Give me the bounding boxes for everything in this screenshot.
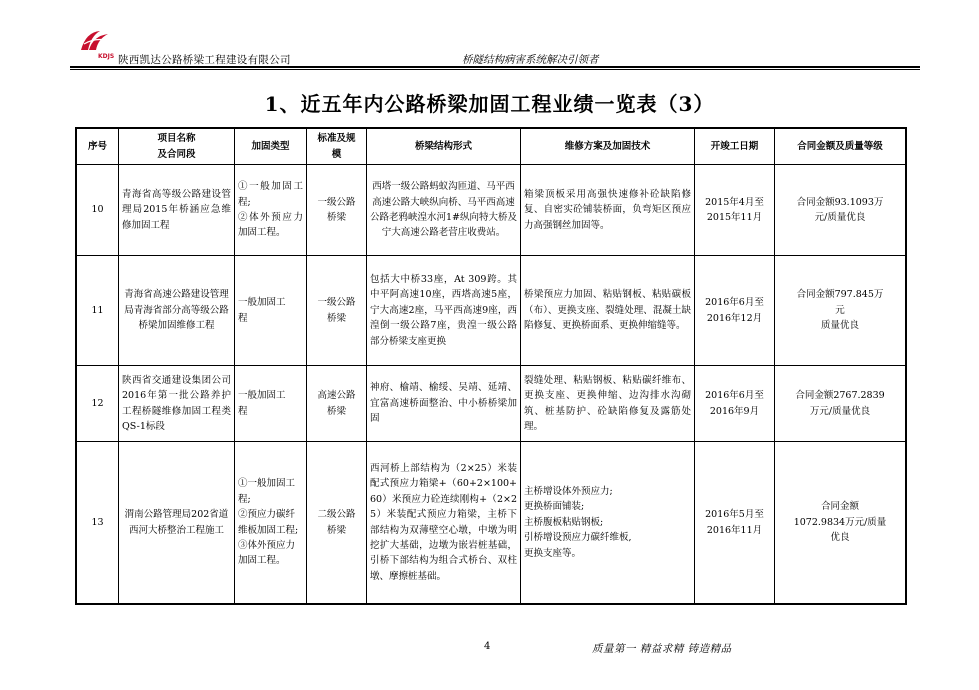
row-structure-form: 神府、榆靖、榆绥、吴靖、延靖、宜富高速桥面整治、中小桥桥梁加固	[367, 366, 521, 442]
row-structure-form: 西塔一级公路蚂蚁沟匝道、马平西高速公路大峡纵向桥、马平西高速公路老鸦峡湟水河1#纵向特大桥及宁大高速公路老营庄收费站。	[367, 165, 521, 256]
row-type-line: ③体外预应力加固工程。	[238, 539, 296, 567]
row-date-line: 2016年9月	[709, 405, 760, 417]
row-no: 11	[77, 256, 119, 366]
row-type-line: ①一般加固工程;	[238, 478, 296, 505]
row-type-line: 程	[238, 312, 248, 324]
row-type-line: 程	[238, 405, 248, 417]
row-amount-line: 元	[835, 304, 845, 316]
table-header-row	[77, 129, 906, 165]
row-standard	[307, 442, 367, 604]
header-technique: 维修方案及加固技术	[521, 129, 695, 165]
row-amount-line: 合同金额	[820, 501, 859, 513]
header-date: 开竣工日期	[695, 129, 775, 165]
page-header	[70, 20, 920, 70]
row-no: 10	[77, 165, 119, 256]
row-amount-line: 合同金额93.1093万	[796, 196, 884, 208]
header-project	[119, 129, 235, 165]
row-technique: 桥梁预应力加固、粘贴钢板、粘贴碳板（布）、更换支座、裂缝处理、混凝土缺陷修复、更换桥面系、更换伸缩缝等。	[521, 256, 695, 366]
row-technique-line: 主桥增设体外预应力;	[524, 486, 613, 498]
row-type-line: 一般加固工	[238, 297, 286, 309]
row-date-line: 2016年5月至	[705, 509, 764, 521]
row-standard	[307, 256, 367, 366]
row-amount-line: 1072.9834万元/质量	[793, 516, 887, 528]
row-standard-line: 桥梁	[326, 312, 346, 324]
performance-table	[76, 128, 906, 604]
row-structure-form: 包括大中桥33座，At 309跨。其中平阿高速10座，西塔高速5座，宁大高速2座，马平西高速9座，西湟倒一级公路7座，贵湟一级公路部分桥梁支座更换	[367, 256, 521, 366]
row-date	[695, 366, 775, 442]
row-technique	[521, 442, 695, 604]
row-date-line: 2016年11月	[706, 524, 763, 536]
row-standard-line: 一级公路	[317, 196, 356, 208]
table-row	[77, 256, 906, 366]
logo-abbreviation: KDJS	[98, 53, 115, 60]
row-date-line: 2016年6月至	[705, 390, 764, 402]
row-amount	[775, 442, 906, 604]
row-no: 13	[77, 442, 119, 604]
row-type	[235, 165, 307, 256]
row-amount	[775, 165, 906, 256]
row-amount-line: 优良	[830, 532, 850, 544]
row-date-line: 2015年4月至	[705, 196, 764, 208]
row-amount-line: 合同金额797.845万	[796, 289, 884, 301]
row-technique-line: 更换支座等。	[524, 547, 582, 559]
header-standard	[307, 129, 367, 165]
page-number: 4	[484, 641, 491, 652]
row-date-line: 2015年11月	[706, 212, 763, 223]
row-standard-line: 桥梁	[326, 405, 346, 417]
row-project: 青海省高等级公路建设管理局2015年桥涵应急维修加固工程	[119, 165, 235, 256]
header-project-line1: 项目名称	[157, 133, 196, 145]
row-standard-line: 桥梁	[326, 212, 346, 223]
row-type-line: ①一般加固工程;	[238, 181, 303, 208]
row-project: 青海省高速公路建设管理局青海省部分高等级公路桥梁加固维修工程	[119, 256, 235, 366]
row-amount	[775, 366, 906, 442]
header-structure-form: 桥梁结构形式	[367, 129, 521, 165]
row-amount-line: 合同金额2767.2839	[795, 390, 885, 402]
page-title: 1、近五年内公路桥梁加固工程业绩一览表（3）	[264, 92, 715, 116]
company-name: 陕西凯达公路桥梁工程建设有限公司	[118, 54, 291, 66]
row-type	[235, 256, 307, 366]
row-project: 陕西省交通建设集团公司2016年第一批公路养护工程桥隧维修加固工程类QS-1标段	[119, 366, 235, 442]
row-amount	[775, 256, 906, 366]
row-technique-line: 主桥腹板粘贴钢板;	[524, 516, 604, 528]
header-no: 序号	[77, 129, 119, 165]
row-date-line: 2016年12月	[706, 312, 763, 324]
row-type-line: 一般加固工	[238, 390, 286, 402]
header-tagline: 桥隧结构病害系统解决引领者	[462, 54, 599, 66]
row-project: 渭南公路管理局202省道西河大桥整治工程施工	[119, 442, 235, 604]
row-amount-line: 万元/质量优良	[809, 405, 871, 417]
header-amount: 合同金额及质量等级	[775, 129, 906, 165]
row-date	[695, 256, 775, 366]
row-type	[235, 366, 307, 442]
row-standard	[307, 366, 367, 442]
row-date-line: 2016年6月至	[705, 297, 764, 309]
row-technique-line: 更换桥面铺装;	[524, 501, 585, 513]
header-standard-line1: 标准及规	[317, 133, 356, 145]
row-date	[695, 165, 775, 256]
company-logo-icon	[78, 28, 112, 54]
row-technique: 裂缝处理、粘贴钢板、粘贴碳纤维布、更换支座、更换伸缩、边沟排水沟砌筑、桩基防护、砼缺陷修复及露筋处理。	[521, 366, 695, 442]
header-standard-line2: 模	[331, 148, 342, 160]
table-row	[77, 442, 906, 604]
row-standard-line: 高速公路	[317, 390, 356, 402]
header-project-line2: 及合同段	[157, 148, 196, 160]
row-standard-line: 一级公路	[317, 297, 356, 309]
footer-slogan: 质量第一 精益求精 铸造精品	[592, 643, 732, 655]
row-standard-line: 二级公路	[317, 509, 356, 521]
row-type-line: ②体外预应力加固工程。	[238, 212, 303, 239]
row-standard	[307, 165, 367, 256]
row-no: 12	[77, 366, 119, 442]
row-amount-line: 质量优良	[820, 320, 859, 332]
row-amount-line: 元/质量优良	[814, 212, 866, 223]
header-type: 加固类型	[235, 129, 307, 165]
row-date	[695, 442, 775, 604]
table-row	[77, 165, 906, 256]
table-row	[77, 366, 906, 442]
row-standard-line: 桥梁	[326, 524, 346, 536]
row-structure-form: 西河桥上部结构为（2×25）米装配式预应力箱梁+（60+2×100+60）米预应力砼连续刚构+（2×25）米装配式预应力箱梁，主桥下部结构为双薄壁空心墩，中墩为明挖扩大基础，边墩为嵌岩桩基础，引桥下部结构为组合式桥台、双柱墩、摩擦桩基础。	[367, 442, 521, 604]
row-type	[235, 442, 307, 604]
header-divider-thin	[70, 69, 920, 70]
row-technique: 箱梁顶板采用高强快速修补砼缺陷修复、自密实砼铺装桥面，负弯矩区预应力高强钢丝加固等。	[521, 165, 695, 256]
row-technique-line: 引桥增设预应力碳纤维板,	[524, 532, 632, 544]
row-type-line: ②预应力碳纤维板加固工程;	[238, 509, 299, 536]
header-divider	[70, 66, 920, 68]
